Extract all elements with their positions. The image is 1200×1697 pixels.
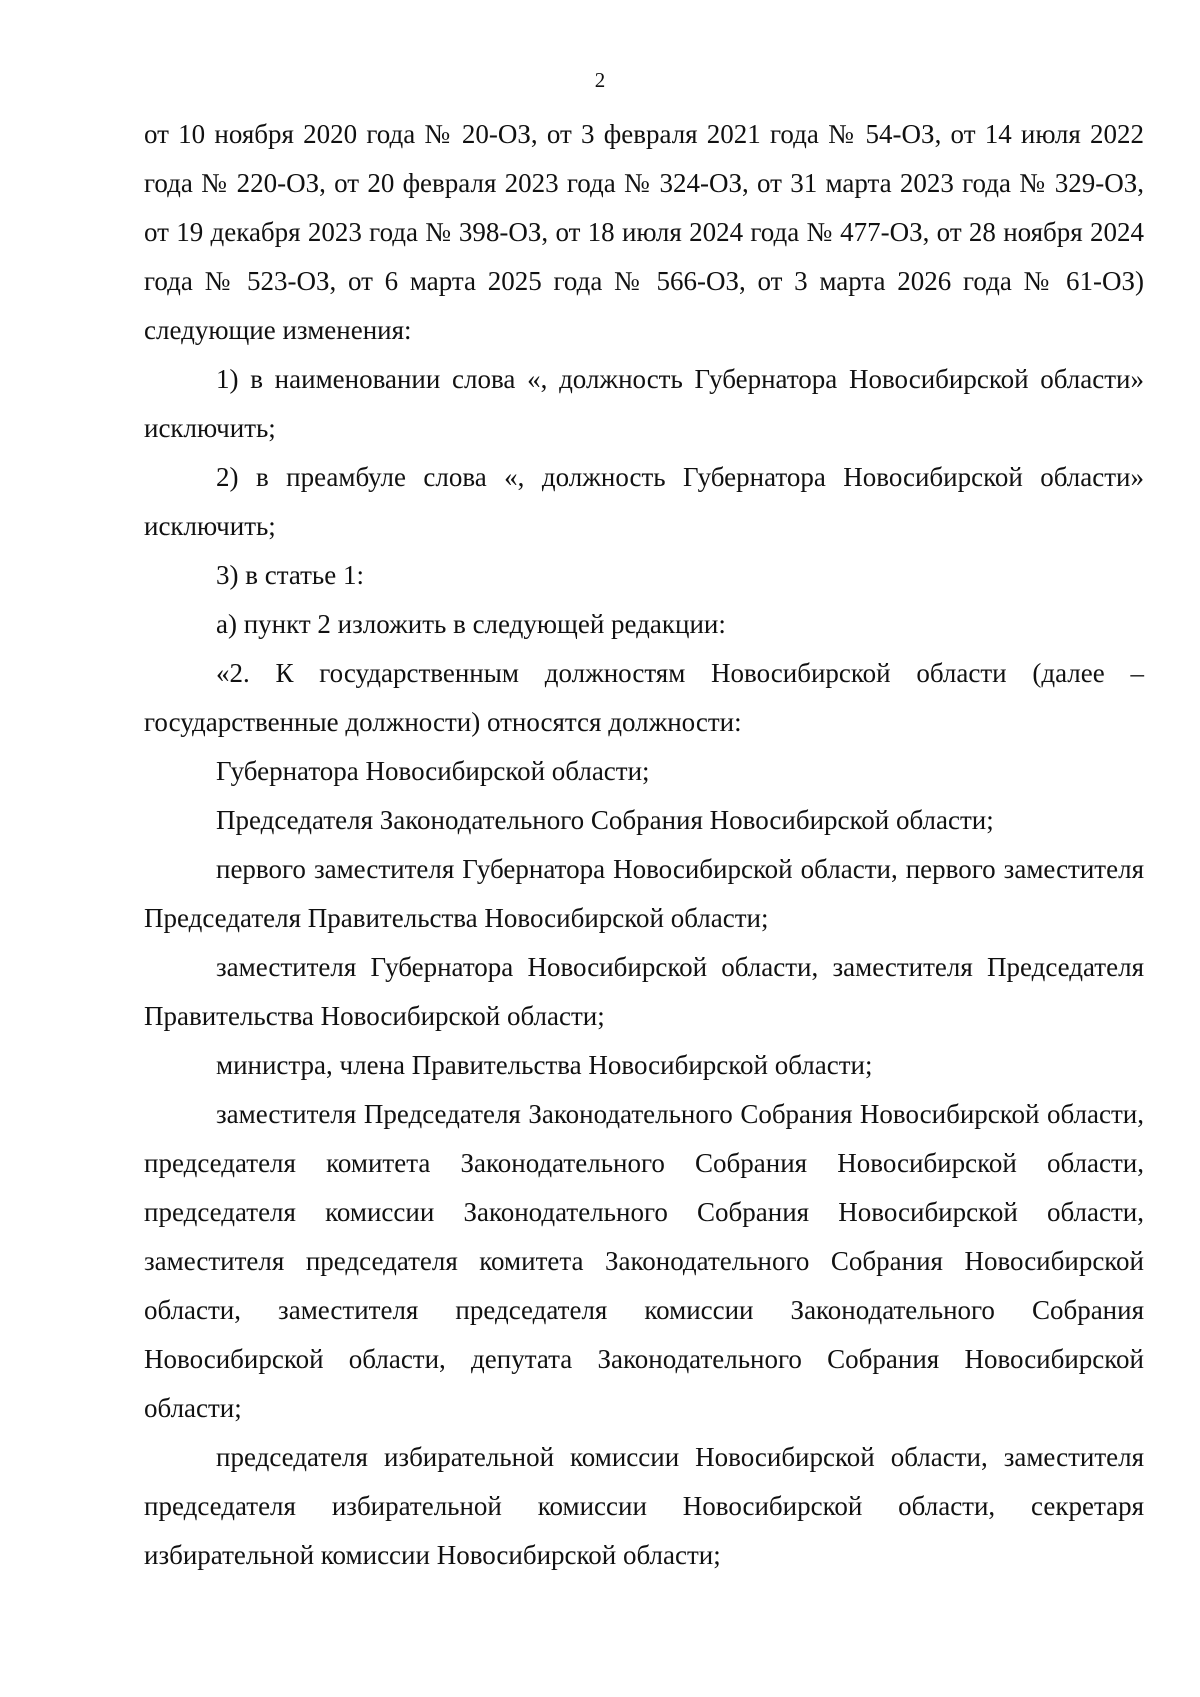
list-item-assembly-chairman: Председателя Законодательного Собрания Новосибирской области; [216, 805, 994, 835]
document-body [144, 110, 1144, 1580]
list-item-first-deputy-governor: первого заместителя Губернатора Новосибирской области, первого заместителя Председателя Правительства Новосибирской области; [144, 854, 1144, 933]
list-item-minister: министра, члена Правительства Новосибирской области; [216, 1050, 873, 1080]
list-item-governor: Губернатора Новосибирской области; [216, 756, 650, 786]
list-item-deputy-governor: заместителя Губернатора Новосибирской области, заместителя Председателя Правительства Новосибирской области; [144, 952, 1144, 1031]
paragraph-item-3: 3) в статье 1: [216, 560, 364, 590]
list-item-election-commission: председателя избирательной комиссии Новосибирской области, заместителя председателя избирательной комиссии Новосибирской области, секретаря избирательной комиссии Новосибирской области; [144, 1442, 1144, 1570]
paragraph-amendment-list: от 10 ноября 2020 года № 20-ОЗ, от 3 февраля 2021 года № 54-ОЗ, от 14 июля 2022 года № 220-ОЗ, от 20 февраля 2023 года № 324-ОЗ, от 31 марта 2023 года № 329-ОЗ, от 19 декабря 2023 года № 398-ОЗ, от 18 июля 2024 года № 477-ОЗ, от 28 ноября 2024 года № 523-ОЗ, от 6 марта 2025 года № 566-ОЗ, от 3 марта 2026 года № 61-ОЗ) следующие изменения: [144, 119, 1144, 345]
paragraph-item-2: 2) в преамбуле слова «, должность Губернатора Новосибирской области» исключить; [144, 462, 1144, 541]
paragraph-item-3a: а) пункт 2 изложить в следующей редакции: [216, 609, 726, 639]
paragraph-point-2: «2. К государственным должностям Новосибирской области (далее – государственные должности) относятся должности: [144, 658, 1144, 737]
list-item-assembly-officials: заместителя Председателя Законодательного Собрания Новосибирской области, председателя комитета Законодательного Собрания Новосибирской области, председателя комиссии Законодательного Собрания Новосибирской области, заместителя председателя комитета Законодательного Собрания Новосибирской области, заместителя председателя комиссии Законодательного Собрания Новосибирской области, депутата Законодательного Собрания Новосибирской области; [144, 1099, 1144, 1423]
page-number: 2 [594, 68, 606, 92]
paragraph-item-1: 1) в наименовании слова «, должность Губернатора Новосибирской области» исключить; [144, 364, 1144, 443]
